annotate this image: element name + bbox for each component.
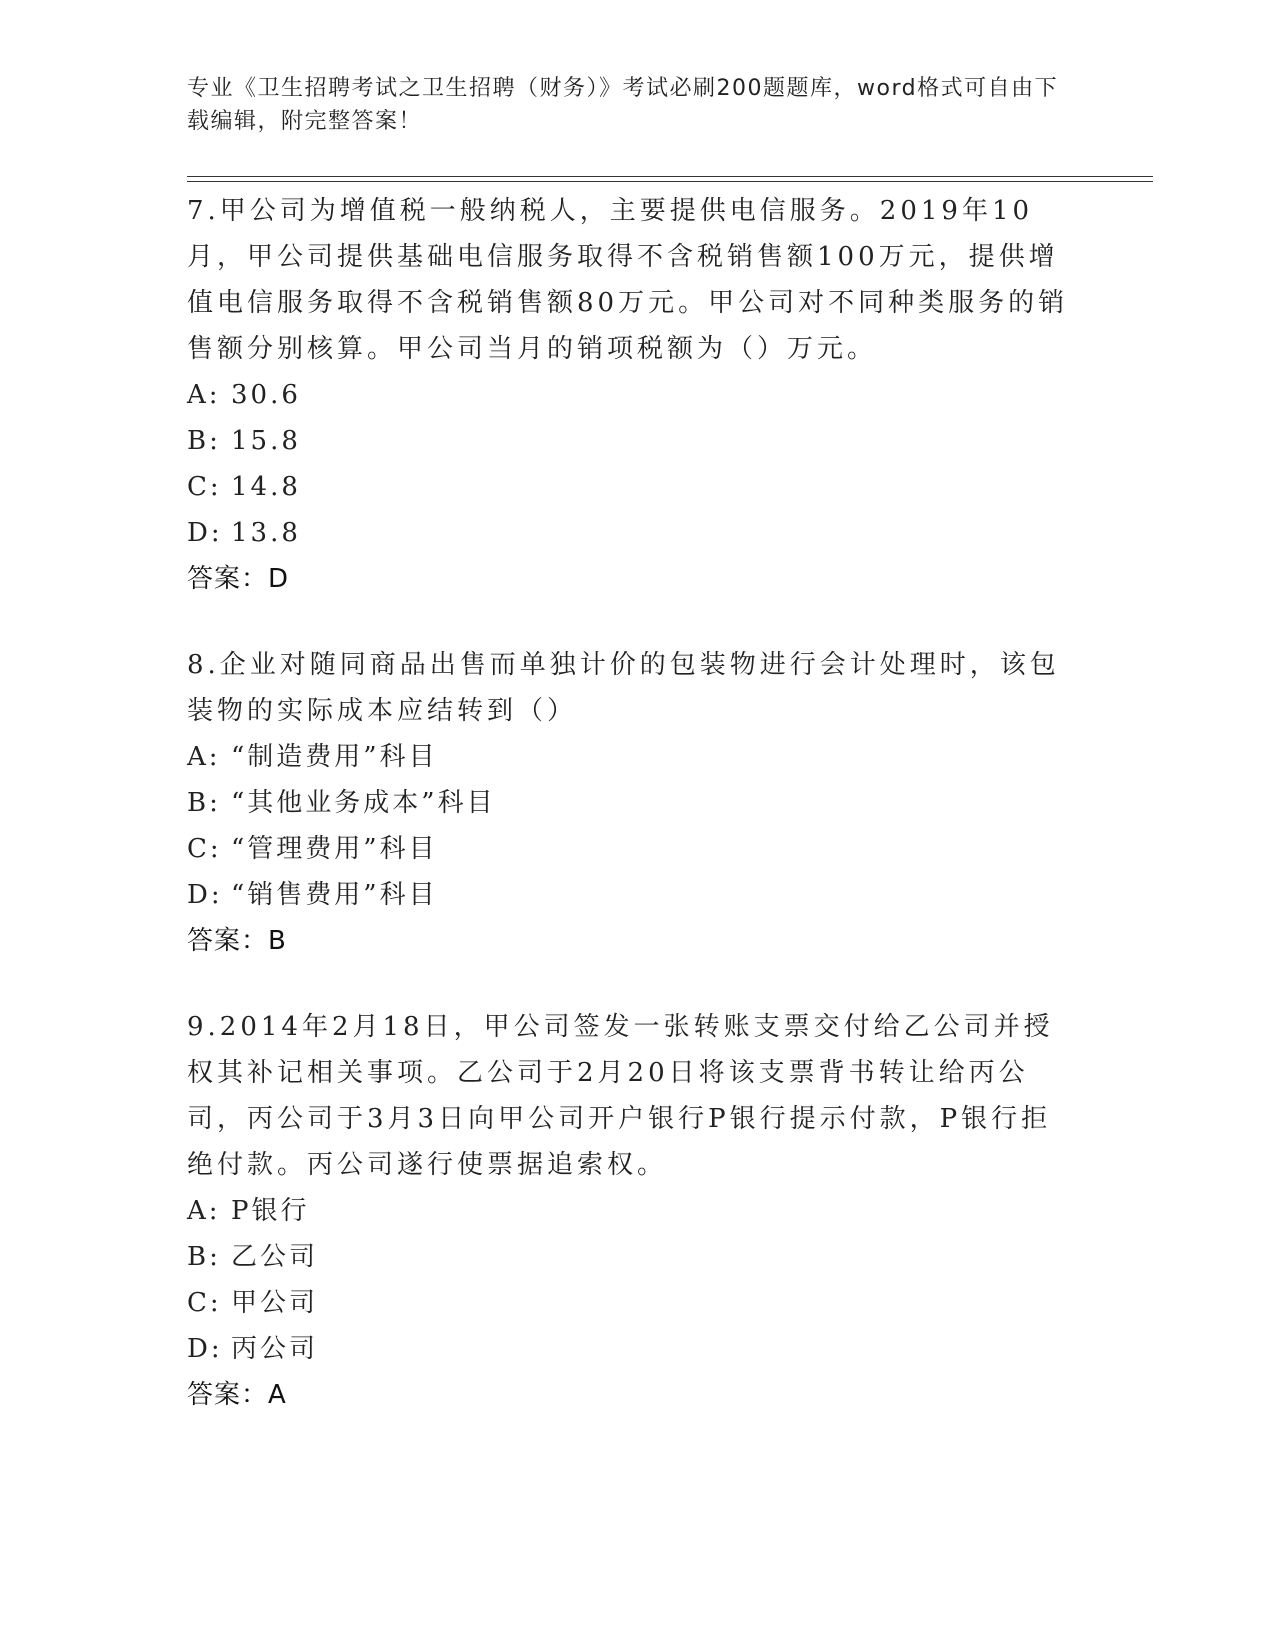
answer-line: 答案：D: [187, 564, 290, 594]
header-divider-bottom: [187, 181, 1153, 182]
option-text: 甲公司: [231, 1288, 319, 1318]
question-stem: 7.甲公司为增值税一般纳税人，主要提供电信服务。2019年10月，甲公司提供基础电信服务取得不含税销售额100万元，提供增值电信服务取得不含税销售额80万元。甲公司对不同种类服务的销售额分别核算。甲公司当月的销项税额为（）万元。: [187, 196, 1069, 364]
question-stem: 8.企业对随同商品出售而单独计价的包装物进行会计处理时，该包装物的实际成本应结转到（）: [187, 650, 1060, 726]
option-b: [187, 418, 1087, 464]
option-text: “销售费用”科目: [231, 880, 438, 910]
option-letter: A:: [187, 380, 221, 410]
option-d: [187, 872, 1087, 918]
question-stem: 9.2014年2月18日，甲公司签发一张转账支票交付给乙公司并授权其补记相关事项。乙公司于2月20日将该支票背书转让给丙公司，丙公司于3月3日向甲公司开户银行P银行提示付款，P银行拒绝付款。丙公司遂行使票据追索权。: [187, 1012, 1054, 1180]
option-b: [187, 780, 1087, 826]
option-text: “管理费用”科目: [231, 834, 438, 864]
option-letter: B:: [187, 788, 221, 818]
option-letter: A:: [187, 742, 221, 772]
option-text: 丙公司: [231, 1334, 319, 1364]
option-d: [187, 1326, 1087, 1372]
question-9: [187, 1004, 1087, 1418]
document-header: 专业《卫生招聘考试之卫生招聘（财务）》考试必刷200题题库，word格式可自由下载编辑，附完整答案！: [187, 76, 1059, 134]
question-7: [187, 188, 1087, 602]
option-letter: D:: [187, 880, 223, 910]
option-letter: B:: [187, 426, 221, 456]
option-b: [187, 1234, 1087, 1280]
header-divider-top: [187, 176, 1153, 177]
option-c: [187, 464, 1087, 510]
answer-line: 答案：B: [187, 926, 287, 956]
option-text: 30.6: [231, 380, 301, 410]
option-d: [187, 510, 1087, 556]
option-text: 15.8: [231, 426, 301, 456]
option-c: [187, 826, 1087, 872]
option-text: 14.8: [231, 472, 301, 502]
option-letter: C:: [187, 1288, 222, 1318]
answer-line: 答案：A: [187, 1380, 287, 1410]
option-text: “制造费用”科目: [231, 742, 438, 772]
option-a: [187, 372, 1087, 418]
option-letter: D:: [187, 518, 223, 548]
option-text: “其他业务成本”科目: [231, 788, 496, 818]
option-letter: B:: [187, 1242, 221, 1272]
option-letter: C:: [187, 472, 222, 502]
option-letter: D:: [187, 1334, 223, 1364]
option-a: [187, 734, 1087, 780]
question-8: [187, 642, 1087, 964]
option-letter: A:: [187, 1196, 221, 1226]
option-c: [187, 1280, 1087, 1326]
option-text: 乙公司: [231, 1242, 319, 1272]
option-text: 13.8: [231, 518, 301, 548]
option-letter: C:: [187, 834, 222, 864]
option-a: [187, 1188, 1087, 1234]
option-text: P银行: [231, 1196, 310, 1226]
